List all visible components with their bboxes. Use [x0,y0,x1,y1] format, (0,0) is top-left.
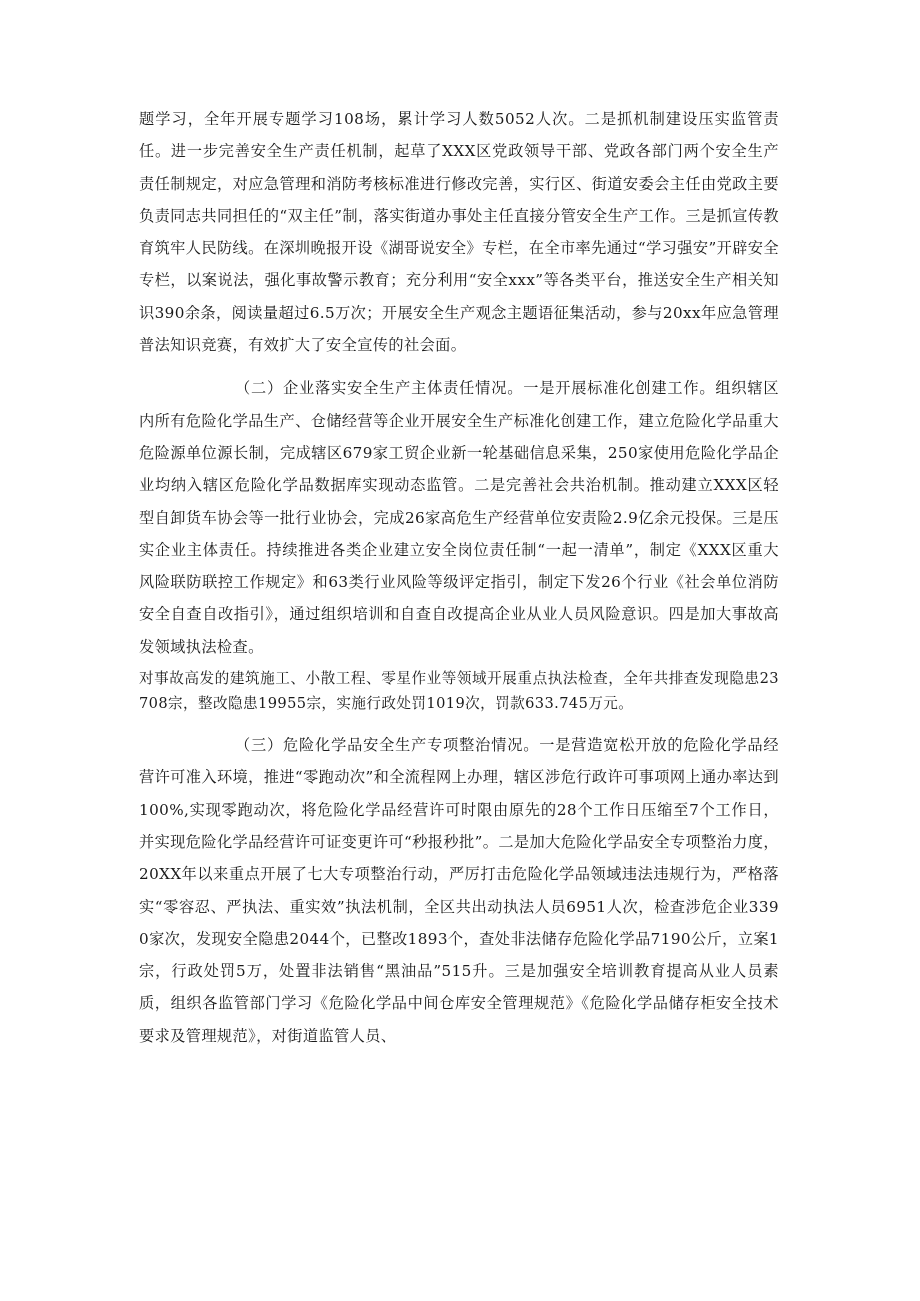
paragraph-safety-education: 题学习，全年开展专题学习108场，累计学习人数5052人次。二是抓机制建设压实监管责任。进一步完善安全生产责任机制，起草了XXX区党政领导干部、党政各部门两个安全生产责任制规定，对应急管理和消防考核标准进行修改完善，实行区、街道安委会主任由党政主要负责同志共同担任的“双主任”制，落实街道办事处主任直接分管安全生产工作。三是抓宣传教育筑牢人民防线。在深圳晚报开设《湖哥说安全》专栏，在全市率先通过“学习强安”开辟安全专栏，以案说法，强化事故警示教育；充分利用“安全xxx”等各类平台，推送安全生产相关知识390余条，阅读量超过6.5万次；开展安全生产观念主题语征集活动，参与20xx年应急管理普法知识竞赛，有效扩大了安全宣传的社会面。 [139,110,779,355]
paragraph-enforcement-inspection: 对事故高发的建筑施工、小散工程、零星作业等领域开展重点执法检查，全年共排查发现隐患23708宗，整改隐患19955宗，实施行政处罚1019次，罚款633.745万元。 [139,670,779,712]
document-body [139,103,779,1052]
paragraph-enterprise-responsibility: （二）企业落实安全生产主体责任情况。一是开展标准化创建工作。组织辖区内所有危险化学品生产、仓储经营等企业开展安全生产标准化创建工作，建立危险化学品重大危险源单位源长制，完成辖区679家工贸企业新一轮基础信息采集，250家使用危险化学品企业均纳入辖区危险化学品数据库实现动态监管。二是完善社会共治机制。推动建立XXX区轻型自卸货车协会等一批行业协会，完成26家高危生产经营单位安责险2.9亿余元投保。三是压实企业主体责任。持续推进各类企业建立安全岗位责任制“一起一清单”，制定《XXX区重大风险联防联控工作规定》和63类行业风险等级评定指引，制定下发26个行业《社会单位消防安全自查自改指引》，通过组织培训和自查自改提高企业从业人员风险意识。四是加大事故高发领域执法检查。 [139,379,779,656]
paragraph-hazardous-chemicals: （三）危险化学品安全生产专项整治情况。一是营造宽松开放的危险化学品经营许可准入环境，推进“零跑动次”和全流程网上办理，辖区涉危行政许可事项网上通办率达到100%,实现零跑动次，将危险化学品经营许可时限由原先的28个工作日压缩至7个工作日，并实现危险化学品经营许可证变更许可“秒报秒批”。二是加大危险化学品安全专项整治力度，20XX年以来重点开展了七大专项整治行动，严厉打击危险化学品领域违法违规行为，严格落实“零容忍、严执法、重实效”执法机制，全区共出动执法人员6951人次，检查涉危企业3390家次，发现安全隐患2044个，已整改1893个，查处非法储存危险化学品7190公斤，立案1宗，行政处罚5万，处置非法销售“黑油品”515升。三是加强安全培训教育提高从业人员素质，组织各监管部门学习《危险化学品中间仓库安全管理规范》《危险化学品储存柜安全技术要求及管理规范》，对街道监管人员、 [139,736,779,1045]
